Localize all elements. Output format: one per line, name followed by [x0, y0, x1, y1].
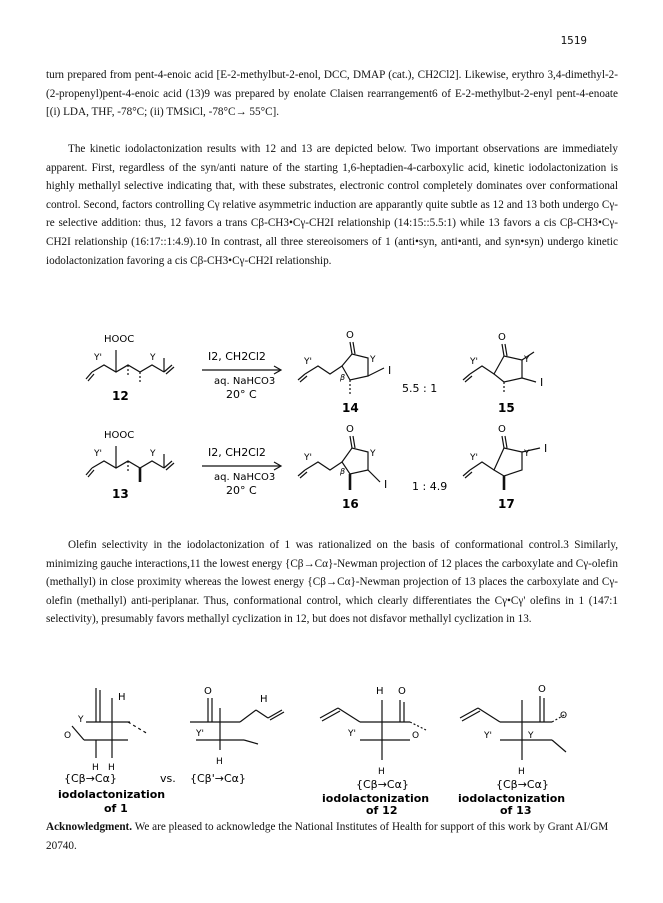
newman-h-2: H — [260, 694, 268, 705]
newman-label-3: {Cβ→Cα} — [496, 778, 549, 791]
newman-h-2b: H — [216, 757, 223, 767]
caption-3b: of 13 — [500, 804, 532, 814]
hooc-label-13: HOOC — [104, 430, 135, 441]
reagent-iodine-2: I2, CH2Cl2 — [208, 446, 266, 459]
iodine-label-16: I — [384, 478, 388, 491]
caption-1b: of 1 — [104, 802, 128, 814]
newman-projections — [0, 678, 663, 814]
y-label-15: Y — [524, 355, 530, 365]
y-prime-label-13: Y' — [94, 449, 102, 459]
newman-h-1c: H — [108, 763, 115, 773]
hooc-label: HOOC — [104, 334, 135, 345]
newman-label-2: {Cβ→Cα} — [356, 778, 409, 791]
newman-h-3: H — [376, 686, 384, 697]
newman-yprime-2: Y' — [196, 729, 204, 739]
reagent-bicarbonate: aq. NaHCO3 — [214, 376, 276, 387]
newman-h-4: H — [518, 767, 525, 777]
newman-label-1: {Cβ→Cα} — [64, 772, 117, 785]
compound-15-label: 15 — [498, 401, 515, 414]
newman-yprime-4: Y' — [484, 731, 492, 741]
carbonyl-o: O — [346, 330, 354, 341]
scheme-compound-12 — [0, 322, 663, 414]
acknowledgment-text: We are pleased to acknowledge the National Institutes of Health for support of this work by Grant AI/GM 20740. — [46, 821, 609, 852]
compound-17-label: 17 — [498, 497, 515, 510]
caption-1a: iodolactonization — [58, 788, 166, 801]
newman-o-4b: O — [560, 711, 568, 721]
reaction-temperature: 20° C — [226, 388, 257, 401]
compound-13-label: 13 — [112, 487, 129, 501]
newman-o-3: O — [398, 686, 406, 697]
y-prime-16: Y' — [304, 453, 312, 463]
newman-label-1b: {Cβ'→Cα} — [190, 772, 246, 785]
newman-o-4: O — [538, 684, 546, 695]
y-label-17: Y — [524, 449, 530, 459]
newman-vs: vs. — [160, 772, 176, 785]
ratio-14-15: 5.5 : 1 — [402, 382, 438, 395]
newman-y-4: Y — [528, 731, 534, 741]
reaction-temperature-2: 20° C — [226, 484, 257, 497]
y-prime-15: Y' — [470, 357, 478, 367]
caption-2a: iodolactonization — [322, 792, 430, 805]
paragraph-iodolactonization-results: The kinetic iodolactonization results with 12 and 13 are depicted below. Two important observations are immediately apparent. First, regardless of the syn/anti nature of the starting 1,6-heptadien-4-carboxylic acid, kinetic iodolactonization is highly methallyl selective indicating that, with these substrates, electronic control completely dominates over conformational control. Second, factors controlling Cγ relative asymmetric induction are apparantly quite subtle as 12 and 13 both undergo Cγ-re selective addition: thus, 12 favors a trans Cβ-CH3•Cγ-CH2I relationship (14:15::5.5:1) while 13 favors a cis Cβ-CH3•Cγ-CH2I relationship (16:17::1:4.9).10 In contrast, all three stereoisomers of 1 (anti•syn, anti•anti, and syn•syn) undergo kinetic iodolactonization favoring a cis Cβ-CH3•Cγ-CH2I relationship. — [46, 143, 618, 267]
scheme-compound-13 — [0, 418, 663, 510]
carbonyl-o-17: O — [498, 424, 506, 435]
newman-o-2: O — [204, 686, 212, 697]
newman-y-1: Y — [78, 715, 84, 725]
y-prime-17: Y' — [470, 453, 478, 463]
y-label-14: Y — [370, 355, 376, 365]
caption-2b: of 12 — [366, 804, 398, 814]
carbonyl-o-15: O — [498, 332, 506, 343]
acknowledgment-heading: Acknowledgment. — [46, 821, 133, 833]
paragraph-synthesis: turn prepared from pent-4-enoic acid [E-2-methylbut-2-enol, DCC, DMAP (cat.), CH2Cl2]. Likewise, erythro 3,4-dimethyl-2-(2-propenyl)pent-4-enoic acid (13)9 was prepared by enolate Claisen rearrangement6 of E-2-methylbut-2-enyl pent-4-enoate [(i) LDA, THF, -78°C; (ii) TMSiCl, -78°C→ 55°C]. — [46, 69, 618, 119]
newman-h-1: H — [118, 692, 126, 703]
y-prime-label: Y' — [94, 353, 102, 363]
iodine-label-17: I — [544, 442, 548, 455]
compound-12-label: 12 — [112, 389, 129, 403]
y-label: Y — [150, 353, 156, 363]
newman-h-1b: H — [92, 763, 99, 773]
compound-14-label: 14 — [342, 401, 359, 414]
page-number: 1519 — [560, 34, 587, 47]
beta-label: β — [340, 373, 346, 382]
beta-label-2: β — [340, 467, 346, 476]
acknowledgment — [46, 818, 618, 855]
y-label-16: Y — [370, 449, 376, 459]
newman-o-1: O — [64, 731, 72, 741]
carbonyl-o-16: O — [346, 424, 354, 435]
caption-3a: iodolactonization — [458, 792, 566, 805]
newman-o-3b: O — [412, 731, 420, 741]
iodine-label-15: I — [540, 376, 544, 389]
newman-h-3b: H — [378, 767, 385, 777]
newman-yprime-3: Y' — [348, 729, 356, 739]
compound-16-label: 16 — [342, 497, 359, 510]
ratio-16-17: 1 : 4.9 — [412, 480, 448, 493]
paragraph-olefin-selectivity: Olefin selectivity in the iodolactonization of 1 was rationalized on the basis of conformational control.3 Similarly, minimizing gauche interactions,11 the lowest energy {Cβ→Cα}-Newman projection of 12 places the carboxylate and Cγ-olefin (methallyl) in close proximity whereas the lowest energy {Cβ→Cα}-Newman projection of 13 places the carboxylate and Cγ-olefin (methallyl) anti-periplanar. Thus, conformational control, which clearly differentiates the Cγ•Cγ' olefins in 1 (147:1 selectivity), presumably favors methallyl cyclization in 12, but does not disfavor methallyl cyclization in 13. — [46, 539, 618, 626]
y-prime-14: Y' — [304, 357, 312, 367]
iodine-label-14: I — [388, 364, 392, 377]
reagent-iodine: I2, CH2Cl2 — [208, 350, 266, 363]
y-label-13: Y — [150, 449, 156, 459]
reagent-bicarbonate-2: aq. NaHCO3 — [214, 472, 276, 483]
